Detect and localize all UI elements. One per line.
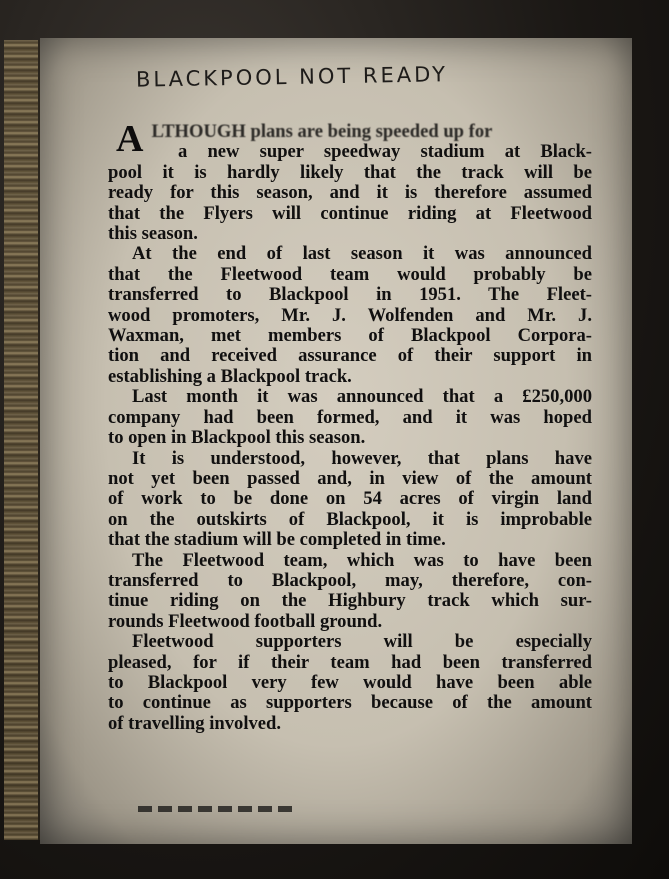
article-body [108,118,592,734]
paragraph-5 [108,551,592,633]
article-line: It is understood, however, that plans have [132,447,592,469]
newspaper-clipping [40,38,632,844]
article-line: a new super speedway stadium at Black- [178,141,592,163]
article-line: tinue riding on the Highbury track which sur- [108,590,592,612]
article-line: Waxman, met members of Blackpool Corpora- [108,325,592,347]
article-line: Last month it was announced that a £250,000 [132,386,592,408]
article-line: on the outskirts of Blackpool, it is improbable [108,508,592,530]
article-line: not yet been passed and, in view of the amount [108,467,592,489]
article-line: tion and received assurance of their support in [108,345,592,367]
article-line: The Fleetwood team, which was to have been [132,549,592,571]
paragraph-2 [108,244,592,387]
article-line: that the Fleetwood team would probably be [108,263,592,285]
article-line: to open in Blackpool this season. [108,427,366,449]
article-line: that the Flyers will continue riding at Fleetwood [108,202,592,224]
article-line: establishing a Blackpool track. [108,365,352,387]
article-line: this season. [108,223,198,245]
article-line: Fleetwood supporters will be especially [132,631,592,653]
paragraph-6 [108,632,592,734]
article-line: to Blackpool very few would have been able [108,671,592,693]
cut-off-headline [138,806,298,812]
paragraph-1 [108,118,592,245]
article-line: rounds Fleetwood football ground. [108,610,383,632]
article-line: that the stadium will be completed in time. [108,529,446,551]
article-line: wood promoters, Mr. J. Wolfenden and Mr. J. [108,304,592,326]
article-line: At the end of last season it was announced [132,243,592,265]
article-line: to continue as supporters because of the amount [108,692,592,714]
article-line: of travelling involved. [108,712,282,734]
first-line-text: LTHOUGH plans are being speeded up for [151,121,493,142]
article-line: pleased, for if their team had been transferred [108,651,592,673]
paragraph-3 [108,387,592,448]
paragraph-4 [108,449,592,551]
article-line: transferred to Blackpool, may, therefore, con- [108,569,592,591]
article-line: transferred to Blackpool in 1951. The Fleet- [108,284,592,306]
drop-cap: A [116,118,144,160]
article-line: ready for this season, and it is therefore assumed [108,182,592,204]
gilt-frame-edge [4,40,41,840]
article-line: pool it is hardly likely that the track will be [108,161,592,183]
article-line: of work to be done on 54 acres of virgin land [108,488,592,510]
article-line: company had been formed, and it was hoped [108,406,592,428]
handwritten-title: BLACKPOOL NOT READY [135,62,449,92]
